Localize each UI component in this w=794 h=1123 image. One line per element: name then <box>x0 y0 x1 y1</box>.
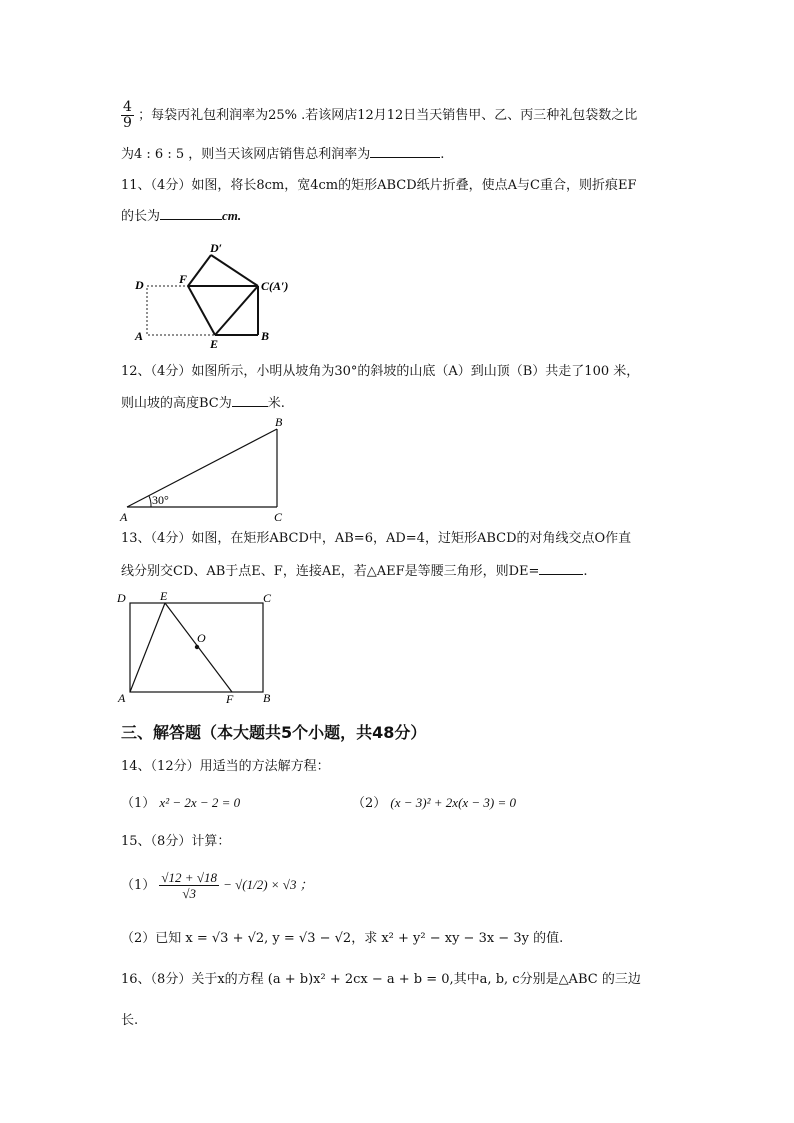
label-b: B <box>263 691 271 705</box>
fraction-4-9: $\frac{4}{9}$ <box>123 99 132 131</box>
label-d: D <box>135 278 144 292</box>
answer-blank-q12[interactable] <box>232 394 268 407</box>
label-d-prime: D′ <box>210 241 223 255</box>
label-a: A <box>120 510 128 524</box>
q13-line2: 线分别交CD、AB于点E、F，连接AE，若△AEF是等腰三角形，则DE= . <box>121 564 588 579</box>
q10-line1 <box>121 100 637 131</box>
q10-text1: ；每袋丙礼包利润率为25% .若该网店12月12日当天销售甲、乙、丙三种礼包袋数之比 <box>138 108 638 123</box>
q13-rectangle-diagram <box>115 588 285 708</box>
point-o <box>195 645 199 649</box>
q15-part2: （2）已知 x = √3 + √2, y = √3 − √2，求 x² + y² − xy − 3x − 3y 的值. <box>121 931 564 946</box>
q11-line1 <box>121 177 636 195</box>
label-d: D <box>117 591 126 605</box>
label-a: A <box>135 329 144 343</box>
q14-stem: 14、（12分）用适当的方法解方程： <box>121 759 330 774</box>
angle-30: 30° <box>152 493 169 507</box>
label-o: O <box>197 631 206 645</box>
q16-line2: 长. <box>121 1013 139 1028</box>
answer-blank-q11[interactable] <box>160 207 222 220</box>
section-heading: 三、解答题（本大题共5个小题，共48分） <box>121 723 427 742</box>
label-b: B <box>261 329 270 343</box>
q14-part1: （1） x² − 2x − 2 = 0 <box>121 795 241 811</box>
q12-line2: 则山坡的高度BC为 米. <box>121 396 285 411</box>
label-a: A <box>118 691 126 705</box>
label-c: C <box>274 510 283 524</box>
q10-text2: 为4 : 6 : 5 ，则当天该网店销售总利润率为 <box>121 147 371 162</box>
label-f: F <box>179 272 188 286</box>
q11-line2: 的长为 cm. <box>121 208 242 224</box>
q15-fraction: $\frac{√12 + √18}{√3}$ <box>161 870 217 901</box>
q13-line1: 13、（4分）如图，在矩形ABCD中，AB=6，AD=4，过矩形ABCD的对角线交点O作直 <box>121 531 632 546</box>
q15-part1: （1） $\frac{√12 + √18}{√3}$ − √(1/2) × √3 ； <box>121 870 313 901</box>
q10-line2: 为4 : 6 : 5 ，则当天该网店销售总利润率为 . <box>121 147 445 162</box>
q11-fold-diagram <box>130 240 310 350</box>
label-e: E <box>210 337 219 350</box>
q12-slope-diagram <box>115 414 295 524</box>
q14-part2: （2） (x − 3)² + 2x(x − 3) = 0 <box>352 795 517 811</box>
label-f: F <box>226 692 234 706</box>
q12-line1: 12、（4分）如图所示，小明从坡角为30°的斜坡的山底（A）到山顶（B）共走了100 米， <box>121 364 640 379</box>
label-c-a-prime: C(A′) <box>261 279 289 293</box>
label-c: C <box>263 591 272 605</box>
q11-text1: 11、（4分）如图，将长8cm，宽4cm的矩形ABCD纸片折叠，使点A与C重合，则折痕EF <box>121 178 637 193</box>
label-e: E <box>160 589 168 603</box>
q15-stem: 15、（8分）计算： <box>121 834 231 849</box>
answer-blank-q10[interactable] <box>370 145 440 158</box>
answer-blank-q13[interactable] <box>539 562 583 575</box>
label-b: B <box>275 415 283 429</box>
q16-line1: 16、（8分）关于x的方程 (a + b)x² + 2cx − a + b = 0,其中a, b, c分别是△ABC 的三边 <box>121 972 641 987</box>
